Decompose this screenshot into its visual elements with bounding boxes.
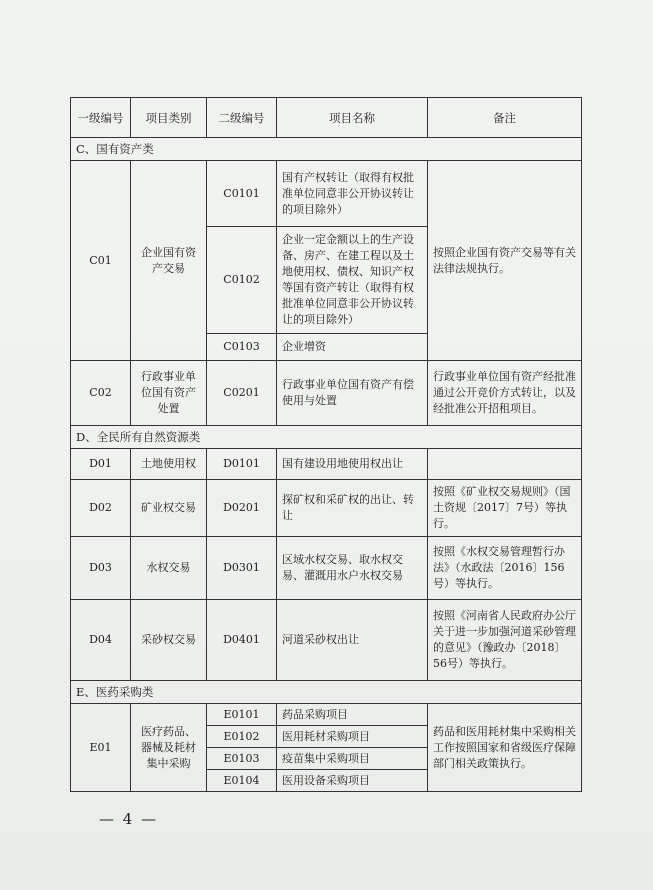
level2-code: E0102 <box>207 726 277 748</box>
remarks <box>428 449 582 480</box>
level2-code: E0101 <box>207 704 277 726</box>
level2-code: E0103 <box>207 748 277 770</box>
level2-code: C0103 <box>207 334 277 361</box>
header-project-name: 项目名称 <box>277 98 428 138</box>
section-row-d <box>71 426 582 449</box>
section-title-d: D、全民所有自然资源类 <box>71 426 582 449</box>
category: 医疗药品、器械及耗材集中采购 <box>131 704 207 792</box>
header-level1-code: 一级编号 <box>71 98 131 138</box>
level2-code: C0102 <box>207 227 277 334</box>
table-row <box>71 600 582 681</box>
category: 行政事业单位国有资产处置 <box>131 361 207 426</box>
section-title-e: E、医药采购类 <box>71 681 582 704</box>
remarks: 按照《河南省人民政府办公厅关于进一步加强河道采砂管理的意见》（豫政办〔2018〕56号）等执行。 <box>428 600 582 681</box>
remarks: 按照《矿业权交易规则》（国土资规〔2017〕7号）等执行。 <box>428 480 582 537</box>
level1-code: D02 <box>71 480 131 537</box>
remarks: 按照《水权交易管理暂行办法》（水政法〔2016〕156号）等执行。 <box>428 537 582 600</box>
project-name: 企业增资 <box>277 334 428 361</box>
level2-code: C0101 <box>207 161 277 227</box>
project-name: 国有建设用地使用权出让 <box>277 449 428 480</box>
project-name: 药品采购项目 <box>277 704 428 726</box>
project-name: 行政事业单位国有资产有偿使用与处置 <box>277 361 428 426</box>
level2-code: E0104 <box>207 770 277 792</box>
page-number: — 4 — <box>99 810 159 828</box>
level2-code: C0201 <box>207 361 277 426</box>
level2-code: D0301 <box>207 537 277 600</box>
table-row <box>71 361 582 426</box>
level1-code: D03 <box>71 537 131 600</box>
project-name: 区域水权交易、取水权交易、灌溉用水户水权交易 <box>277 537 428 600</box>
level2-code: D0201 <box>207 480 277 537</box>
category: 企业国有资产交易 <box>131 161 207 361</box>
project-name: 疫苗集中采购项目 <box>277 748 428 770</box>
project-name: 企业一定金额以上的生产设备、房产、在建工程以及土地使用权、债权、知识产权等国有资产转让（取得有权批准单位同意非公开协议转让的项目除外） <box>277 227 428 334</box>
project-name: 探矿权和采矿权的出让、转让 <box>277 480 428 537</box>
table-row <box>71 161 582 227</box>
table-header-row <box>71 98 582 138</box>
table-row <box>71 704 582 726</box>
category: 矿业权交易 <box>131 480 207 537</box>
section-title-c: C、国有资产类 <box>71 138 582 161</box>
level1-code: C01 <box>71 161 131 361</box>
header-level2-code: 二级编号 <box>207 98 277 138</box>
level1-code: D04 <box>71 600 131 681</box>
project-name: 医用耗材采购项目 <box>277 726 428 748</box>
level2-code: D0101 <box>207 449 277 480</box>
header-remarks: 备注 <box>428 98 582 138</box>
header-category: 项目类别 <box>131 98 207 138</box>
level1-code: C02 <box>71 361 131 426</box>
remarks: 按照企业国有资产交易等有关法律法规执行。 <box>428 161 582 361</box>
category: 采砂权交易 <box>131 600 207 681</box>
category: 土地使用权 <box>131 449 207 480</box>
table-row <box>71 480 582 537</box>
level2-code: D0401 <box>207 600 277 681</box>
section-row-c <box>71 138 582 161</box>
project-name: 国有产权转让（取得有权批准单位同意非公开协议转让的项目除外） <box>277 161 428 227</box>
project-table <box>70 97 582 792</box>
level1-code: D01 <box>71 449 131 480</box>
level1-code: E01 <box>71 704 131 792</box>
category: 水权交易 <box>131 537 207 600</box>
remarks: 行政事业单位国有资产经批准通过公开竞价方式转让，以及经批准公开招租项目。 <box>428 361 582 426</box>
remarks: 药品和医用耗材集中采购相关工作按照国家和省级医疗保障部门相关政策执行。 <box>428 704 582 792</box>
table-row <box>71 537 582 600</box>
project-name: 河道采砂权出让 <box>277 600 428 681</box>
table-row <box>71 449 582 480</box>
section-row-e <box>71 681 582 704</box>
project-name: 医用设备采购项目 <box>277 770 428 792</box>
